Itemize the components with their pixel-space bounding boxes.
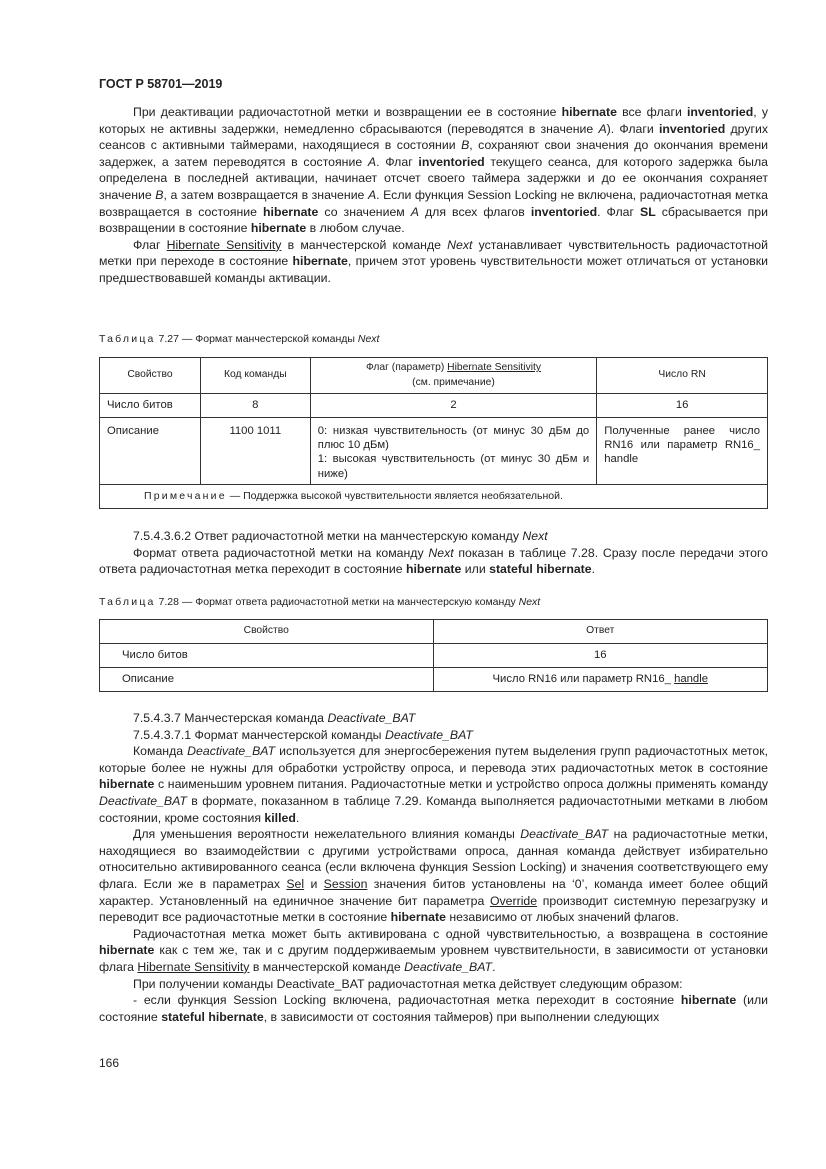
table-header-cell: Код команды (200, 358, 310, 394)
section-heading: 7.5.4.3.6.2 Ответ радиочастотной метки на манчестерскую команду Next (133, 529, 548, 543)
page-number: 166 (99, 1056, 120, 1070)
paragraph: Флаг Hibernate Sensitivity в манчестерской команде Next устанавливает чувствительность радиочастотной метки при переходе в состояние hibernate, причем этот уровень чувствительности может отличаться от установки предшествовавшей команды активации. (99, 237, 768, 285)
table-cell: 0: низкая чувствительность (от минус 30 дБм до плюс 10 дБм) 1: высокая чувствительность (от минус 30 дБм и ниже) (310, 418, 596, 485)
table-7-28-caption: Таблица 7.28 — Формат ответа радиочастотной метки на манчестерскую команду Next (99, 596, 541, 608)
table-7-27-caption: Таблица 7.27 — Формат манчестерской команды Next (99, 333, 380, 345)
text-block-1 (99, 104, 768, 287)
document-header: ГОСТ Р 58701—2019 (99, 77, 223, 91)
table-cell: 16 (433, 644, 767, 668)
table-cell: 1100 1011 (200, 418, 310, 485)
table-cell: Число RN16 или параметр RN16_ handle (433, 668, 767, 692)
paragraph: Команда Deactivate_BAT используется для энергосбережения путем выделения групп радиочастотных меток, которые более не нужны для обработки устройству опроса, и перевода этих радиочастотных меток в состояние hibernate с наименьшим уровнем питания. Радиочастотные метки и устройство опроса должны применять команду Deactivate_BAT в формате, показанном в таблице 7.29. Команда выполняется радиочастотными метками в любом состоянии, кроме состояния killed. (99, 744, 768, 825)
table-cell: Описание (100, 668, 434, 692)
table-cell: Число битов (100, 644, 434, 668)
section-heading: 7.5.4.3.7 Манчестерская команда Deactivate_BAT (133, 711, 416, 725)
paragraph: - если функция Session Locking включена, радиочастотная метка переходит в состояние hibernate (или состояние stateful hibernate, в зависимости от состояния таймеров) при выполнении следующих (99, 993, 768, 1024)
table-note: Примечание — Поддержка высокой чувствительности является необязательной. (100, 484, 768, 508)
paragraph: При деактивации радиочастотной метки и возвращении ее в состояние hibernate все флаги inventoried, у которых не активны задержки, немедленно сбрасываются (переводятся в значение А). Флаги inventoried других сеансов с активными таймерами, находящиеся в состоянии В, сохраняют свои значения до окончания времени задержек, а затем переводятся в состояние А. Флаг inventoried текущего сеанса, для которого задержка была определена в последней активации, начинает отсчет своего таймера задержки и до ее окончания сохраняет значение В, а затем возвращается в значение А. Если функция Session Locking не включена, радиочастотная метка возвращается в состояние hibernate со значением А для всех флагов inventoried. Флаг SL сбрасывается при возвращении в состояние hibernate в любом случае. (99, 105, 768, 236)
table-cell: 2 (310, 394, 596, 418)
section-heading: 7.5.4.3.7.1 Формат манчестерской команды Deactivate_BAT (133, 727, 473, 742)
table-cell: 16 (597, 394, 768, 418)
table-header-cell: Свойство (100, 620, 434, 644)
table-cell: 8 (200, 394, 310, 418)
text-block-2 (99, 528, 768, 578)
table-header-cell: Число RN (597, 358, 768, 394)
table-cell: Полученные ранее число RN16 или параметр RN16_ handle (597, 418, 768, 485)
table-header-cell: Ответ (433, 620, 767, 644)
text-block-3 (99, 710, 768, 1025)
paragraph: Формат ответа радиочастотной метки на команду Next показан в таблице 7.28. Сразу после передачи этого ответа радиочастотная метка переходит в состояние hibernate или stateful hibernate. (99, 545, 769, 577)
table-cell: Описание (100, 418, 201, 485)
table-header-cell: Свойство (100, 358, 201, 394)
paragraph: Радиочастотная метка может быть активирована с одной чувствительностью, а возвращена в состояние hibernate как с тем же, так и с другим поддерживаемым уровнем чувствительности, в зависимости от установки флага Hibernate Sensitivity в манчестерской команде Deactivate_BAT. (99, 926, 768, 974)
paragraph: При получении команды Deactivate_BAT радиочастотная метка действует следующим образом: (133, 976, 683, 991)
table-7-28 (99, 619, 768, 692)
paragraph: Для уменьшения вероятности нежелательного влияния команды Deactivate_BAT на радиочастотные метки, находящиеся во взаимодействии с другими устройствами опроса, данная команда действует избирательно относительно активированного сеанса (если включена функция Session Locking) и значения соответствующего ему флага. Если же в параметрах Sel и Session значения битов установлены на ‘0’, команда имеет более общий характер. Установленный на единичное значение бит параметра Override производит системную перезагрузку и переводит все радиочастотные метки в состояние hibernate независимо от любых значений флагов. (99, 827, 769, 925)
table-cell: Число битов (100, 394, 201, 418)
table-header-cell: Флаг (параметр) Hibernate Sensitivity (см. примечание) (310, 358, 596, 394)
table-7-27 (99, 357, 768, 509)
